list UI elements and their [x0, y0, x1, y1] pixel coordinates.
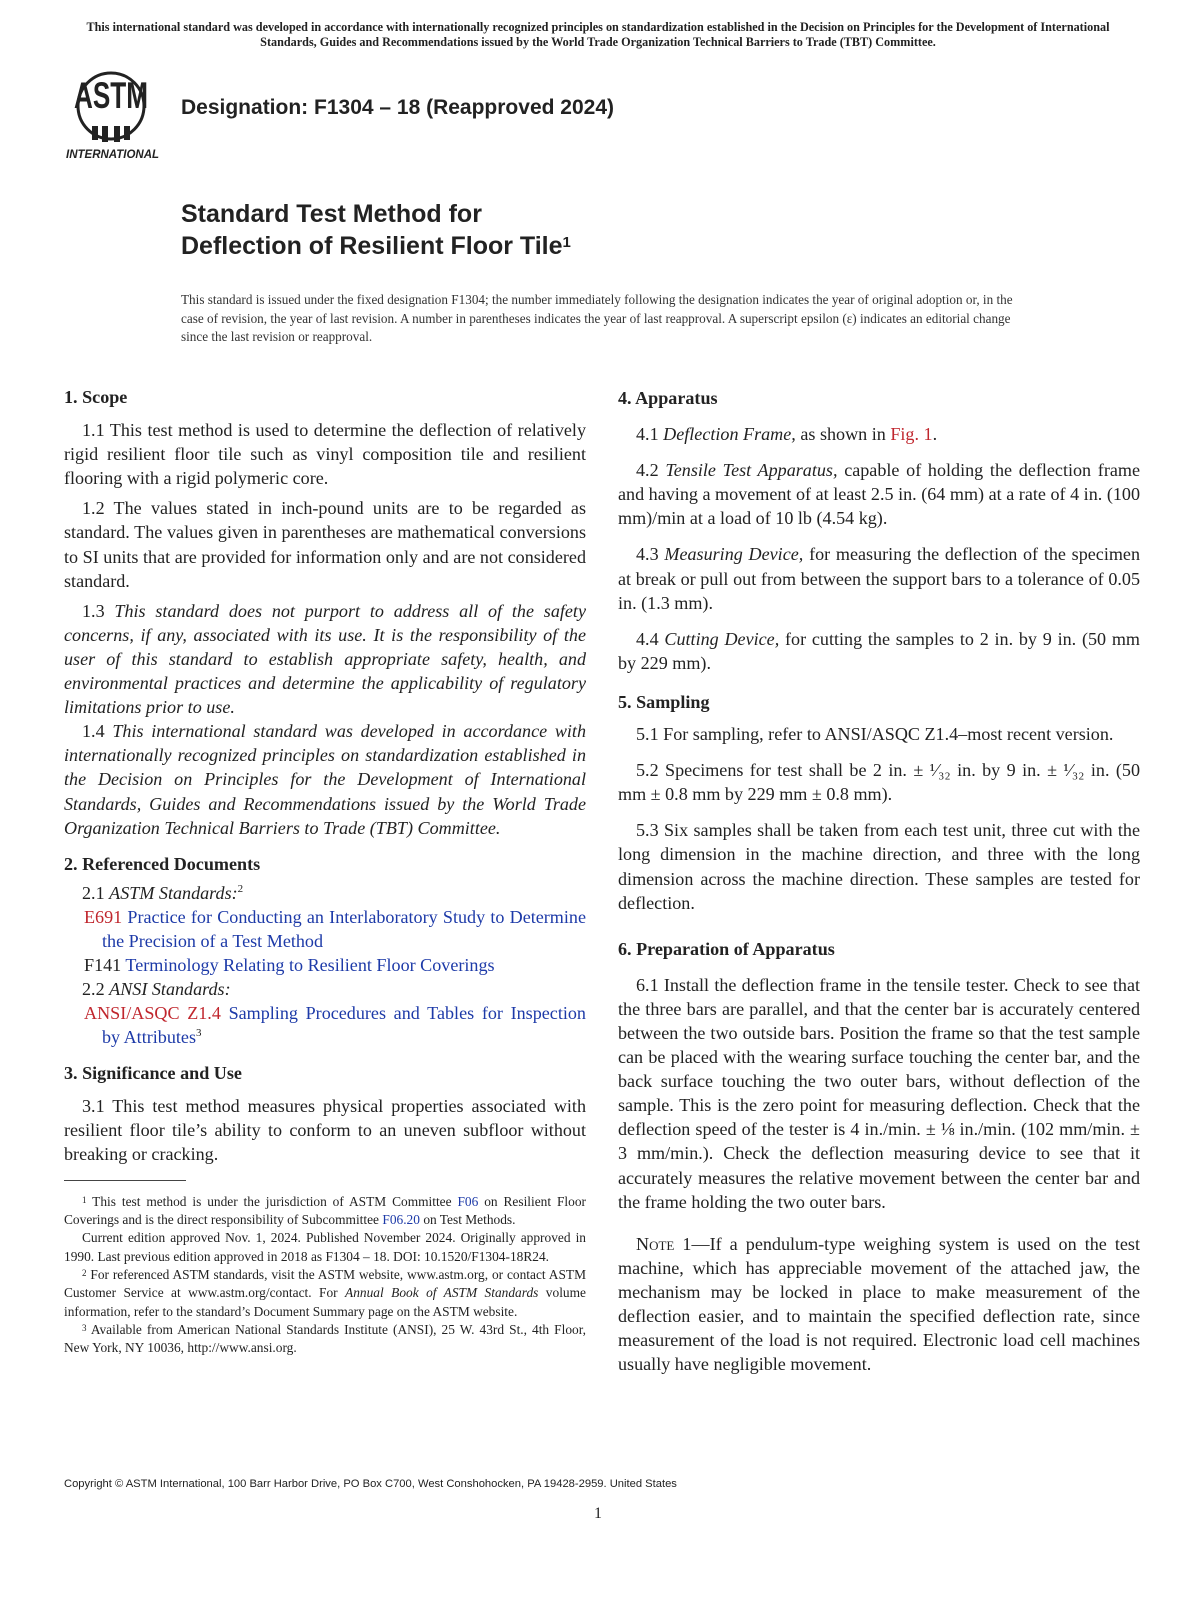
ref-e691-title[interactable]: Practice for Conducting an Interlaboratory Study to Determine the Precision of a Test Method [102, 906, 586, 951]
para-5-2: 5.2 Specimens for test shall be 2 in. ± ¹⁄₃₂ in. by 9 in. ± ¹⁄₃₂ in. (50 mm ± 0.8 mm by 229 mm ± 0.8 mm). [618, 760, 1140, 805]
para-4-4: 4.4 Cutting Device, for cutting the samples to 2 in. by 9 in. (50 mm by 229 mm). [618, 628, 1140, 673]
section-1-heading: 1. Scope [64, 387, 128, 407]
section-5-heading: 5. Sampling [618, 691, 710, 712]
fig-1-link[interactable]: Fig. 1 [890, 424, 933, 445]
subcommittee-f06-20-link[interactable]: F06.20 [382, 1212, 420, 1228]
para-3-1: 3.1 This test method measures physical properties associated with resilient floor tile’s ability to conform to an uneven subfloor without breaking or cracking. [64, 1095, 586, 1164]
para-2-1: 2.1 ASTM Standards:$^2$ [82, 882, 244, 903]
title-footnote-marker[interactable]: 1 [562, 234, 571, 251]
ref-ansi-title[interactable]: Sampling Procedures and Tables for Inspection by Attributes [102, 1003, 586, 1048]
page-number: 1 [594, 1505, 602, 1522]
section-2-heading: 2. Referenced Documents [64, 853, 261, 874]
designation: Designation: F1304 – 18 (Reapproved 2024) [181, 96, 614, 119]
ref-f141-code: F141 [84, 955, 122, 976]
right-column [618, 386, 1140, 1376]
footnote-2: $^2$ For referenced ASTM standards, visit the ASTM website, www.astm.org, or contact ASTM Customer Service at www.astm.org/contact. For Annual Book of ASTM Standards volume information, refer to the standard’s Document Summary page on the ASTM website. [64, 1267, 586, 1319]
issuance-note: This standard is issued under the fixed designation F1304; the number immediately following the designation indicates the year of original adoption or, in the case of revision, the year of last revision. A number in parentheses indicates the year of last reapproval. A superscript epsilon (ε) indicates an editorial change since the last revision or reapproval. [181, 292, 1013, 344]
ref-f141-title[interactable]: Terminology Relating to Resilient Floor Coverings [125, 955, 495, 976]
para-1-4: 1.4 This international standard was developed in accordance with internationally recognized principles on standardization established in the Decision on Principles for the Development of International Standards, Guides and Recommendations issued by the World Trade Organization Technical Barriers to Trade (TBT) Committee. [64, 721, 586, 838]
title-line-2 [181, 230, 571, 262]
section-4-heading: 4. Apparatus [618, 388, 718, 408]
astm-logo-icon [64, 68, 168, 164]
para-5-1: 5.1 For sampling, refer to ANSI/ASQC Z1.4–most recent version. [636, 724, 1114, 745]
committee-f06-link[interactable]: F06 [457, 1193, 479, 1209]
footnote-divider [64, 1180, 186, 1181]
ref-f141[interactable] [64, 953, 586, 977]
footnote-3-marker[interactable]: 3 [196, 1027, 202, 1040]
copyright-notice: Copyright © ASTM International, 100 Barr Harbor Drive, PO Box C700, West Conshohocken, PA 19428-2959. United States [64, 1478, 677, 1490]
document-title [181, 198, 571, 262]
title-text: Deflection of Resilient Floor Tile [181, 232, 563, 260]
para-5-3: 5.3 Six samples shall be taken from each test unit, three cut with the long dimension in the machine direction, and three with the long dimension across the machine direction. These samples are tested for deflection. [618, 820, 1140, 913]
note-1: Note 1—If a pendulum-type weighing system is used on the test machine, which has appreciable movement of the attached jaw, the mechanism may be locked in place to make measurement of the deflection easier, and to maintain the specified deflection rate, since measurement of the load is not required. Electronic load cell machines usually have negligible movement. [618, 1233, 1140, 1375]
title-line-1: Standard Test Method for [181, 200, 482, 228]
ref-ansi[interactable] [64, 1001, 586, 1049]
para-4-2: 4.2 Tensile Test Apparatus, capable of holding the deflection frame and having a movement of at least 2.5 in. (64 mm) at a rate of 4 in. (100 mm)/min at a load of 10 lb (4.54 kg). [618, 460, 1140, 529]
footnote-1-edition: Current edition approved Nov. 1, 2024. Published November 2024. Originally approved in 1990. Last previous edition approved in 2018 as F1304 – 18. DOI: 10.1520/F1304-18R24. [64, 1230, 586, 1264]
footnote-3: $^3$ Available from American National Standards Institute (ANSI), 25 W. 43rd St., 4th Floor, New York, NY 10036, http://www.ansi.org. [64, 1321, 587, 1356]
left-column [64, 385, 586, 1357]
para-4-1: 4.1 Deflection Frame, as shown in Fig. 1. [636, 424, 938, 445]
para-1-3: 1.3 This standard does not purport to address all of the safety concerns, if any, associated with its use. It is the responsibility of the user of this standard to establish appropriate safety, health, and environmental practices and determine the applicability of regulatory limitations prior to use. [64, 600, 586, 718]
section-6-heading: 6. Preparation of Apparatus [618, 938, 835, 959]
para-6-1: 6.1 Install the deflection frame in the tensile tester. Check to see that the three bars are parallel, and that the center bar is accurately centered between the two outside bars. Position the frame so that the test sample can be placed with the wearing surface touching the center bar, and the back surface touching the two outer bars, without deflection of the sample. This is the zero point for measuring deflection. Check that the deflection speed of the tester is 4 in./min. ± ⅛ in./min. (102 mm/min. ± 3 mm/min.). Check the deflection measuring device to see that it accurately measures the relative movement between the center bar and the frame holding the two outer bars. [618, 974, 1140, 1212]
wto-banner: This international standard was developed in accordance with internationally recognized principles on standardization established in the Decision on Principles for the Development of International Standards, Guides and Recommendations issued by the World Trade Organization Technical Barriers to Trade (TBT) Committee. [86, 20, 1110, 49]
footnote-1: $^1$ This test method is under the jurisdiction of ASTM Committee F06 on Resilient Floor Coverings and is the direct responsibility of Subcommittee F06.20 on Test Methods. [64, 1193, 586, 1228]
para-1-2: 1.2 The values stated in inch-pound units are to be regarded as standard. The values given in parentheses are mathematical conversions to SI units that are provided for information only and are not considered standard. [64, 498, 586, 591]
footnotes [64, 1193, 586, 1358]
ref-e691-code[interactable]: E691 [84, 906, 123, 927]
para-2-2: 2.2 ANSI Standards: [82, 979, 231, 1000]
para-1-1: 1.1 This test method is used to determine the deflection of relatively rigid resilient floor tile such as vinyl composition tile and resilient flooring with a rigid polymeric core. [64, 420, 586, 489]
section-3-heading: 3. Significance and Use [64, 1063, 242, 1084]
para-4-3: 4.3 Measuring Device, for measuring the deflection of the specimen at break or pull out from between the support bars to a tolerance of 0.05 in. (1.3 mm). [618, 544, 1141, 613]
footnote-2-marker[interactable]: 2 [237, 882, 244, 895]
ref-e691[interactable] [64, 905, 586, 953]
ref-ansi-code[interactable]: ANSI/ASQC Z1.4 [84, 1003, 221, 1024]
svg-text:ASTM: ASTM [74, 74, 148, 117]
logo-international-text: INTERNATIONAL [66, 149, 160, 161]
astm-logo [64, 68, 168, 164]
